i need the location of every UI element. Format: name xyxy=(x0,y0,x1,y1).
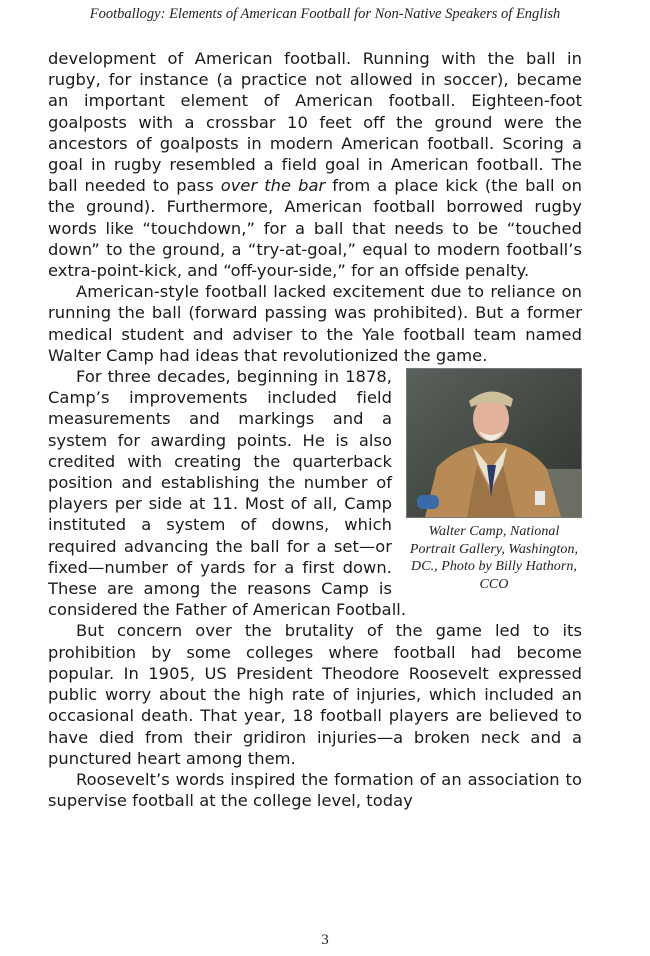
paragraph-walter-camp xyxy=(48,366,582,620)
paragraph-rugby xyxy=(48,48,582,281)
paragraph-walter-camp-text: For three decades, beginning in 1878, Camp’s improvements included field measurements and markings and a system for awarding points. He is also credited with creating the quarterback position and establishing the number of players per side at 11. Most of all, Camp instituted a system of downs, which required advancing the ball for a set—or fixed—number of yards for a first down. These are among the reasons Camp is considered the Father of American Football. xyxy=(48,367,407,620)
paragraph-roosevelt: Roosevelt’s words inspired the formation of an association to supervise football at the college level, today xyxy=(48,769,582,811)
walter-camp-portrait-image xyxy=(406,368,582,518)
paragraph-rugby-part-1: development of American football. Running with the ball in rugby, for instance (a practice not allowed in soccer), became an important element of American football. Eighteen-foot goalposts with a crossbar 10 feet off the ground were the ancestors of goalposts in modern American football. Scoring a goal in rugby resembled a field goal in American football. The ball needed to pass xyxy=(48,49,582,196)
running-header: Footballogy: Elements of American Football for Non-Native Speakers of English xyxy=(89,6,561,22)
body-text xyxy=(48,48,582,811)
paragraph-rugby-part-2: from a place kick (the ball on the ground). Furthermore, American football borrowed rugby words like “touchdown,” for a ball that needs to be “touched down” to the ground, a “try-at-goal,” equal to modern football’s extra-point-kick, and “off-your-side,” for an offside penalty. xyxy=(48,176,582,281)
figure-caption: Walter Camp, National Portrait Gallery, Washington, DC., Photo by Billy Hathorn, CCO xyxy=(409,524,579,592)
paragraph-excitement: American-style football lacked excitement due to reliance on running the ball (forward passing was prohibited). But a former medical student and adviser to the Yale football team named Walter Camp had ideas that revolutionized the game. xyxy=(48,282,582,365)
paragraph-brutality: But concern over the brutality of the game led to its prohibition by some colleges where football had become popular. In 1905, US President Theodore Roosevelt expressed public worry about the high rate of injuries, which included an occasional death. That year, 18 football players are believed to have died from their gridiron injuries—a broken neck and a punctured heart among them. xyxy=(48,621,582,768)
page-number: 3 xyxy=(321,932,329,948)
emphasis-over-the-bar: over the bar xyxy=(220,176,326,196)
figure-walter-camp xyxy=(406,368,582,593)
